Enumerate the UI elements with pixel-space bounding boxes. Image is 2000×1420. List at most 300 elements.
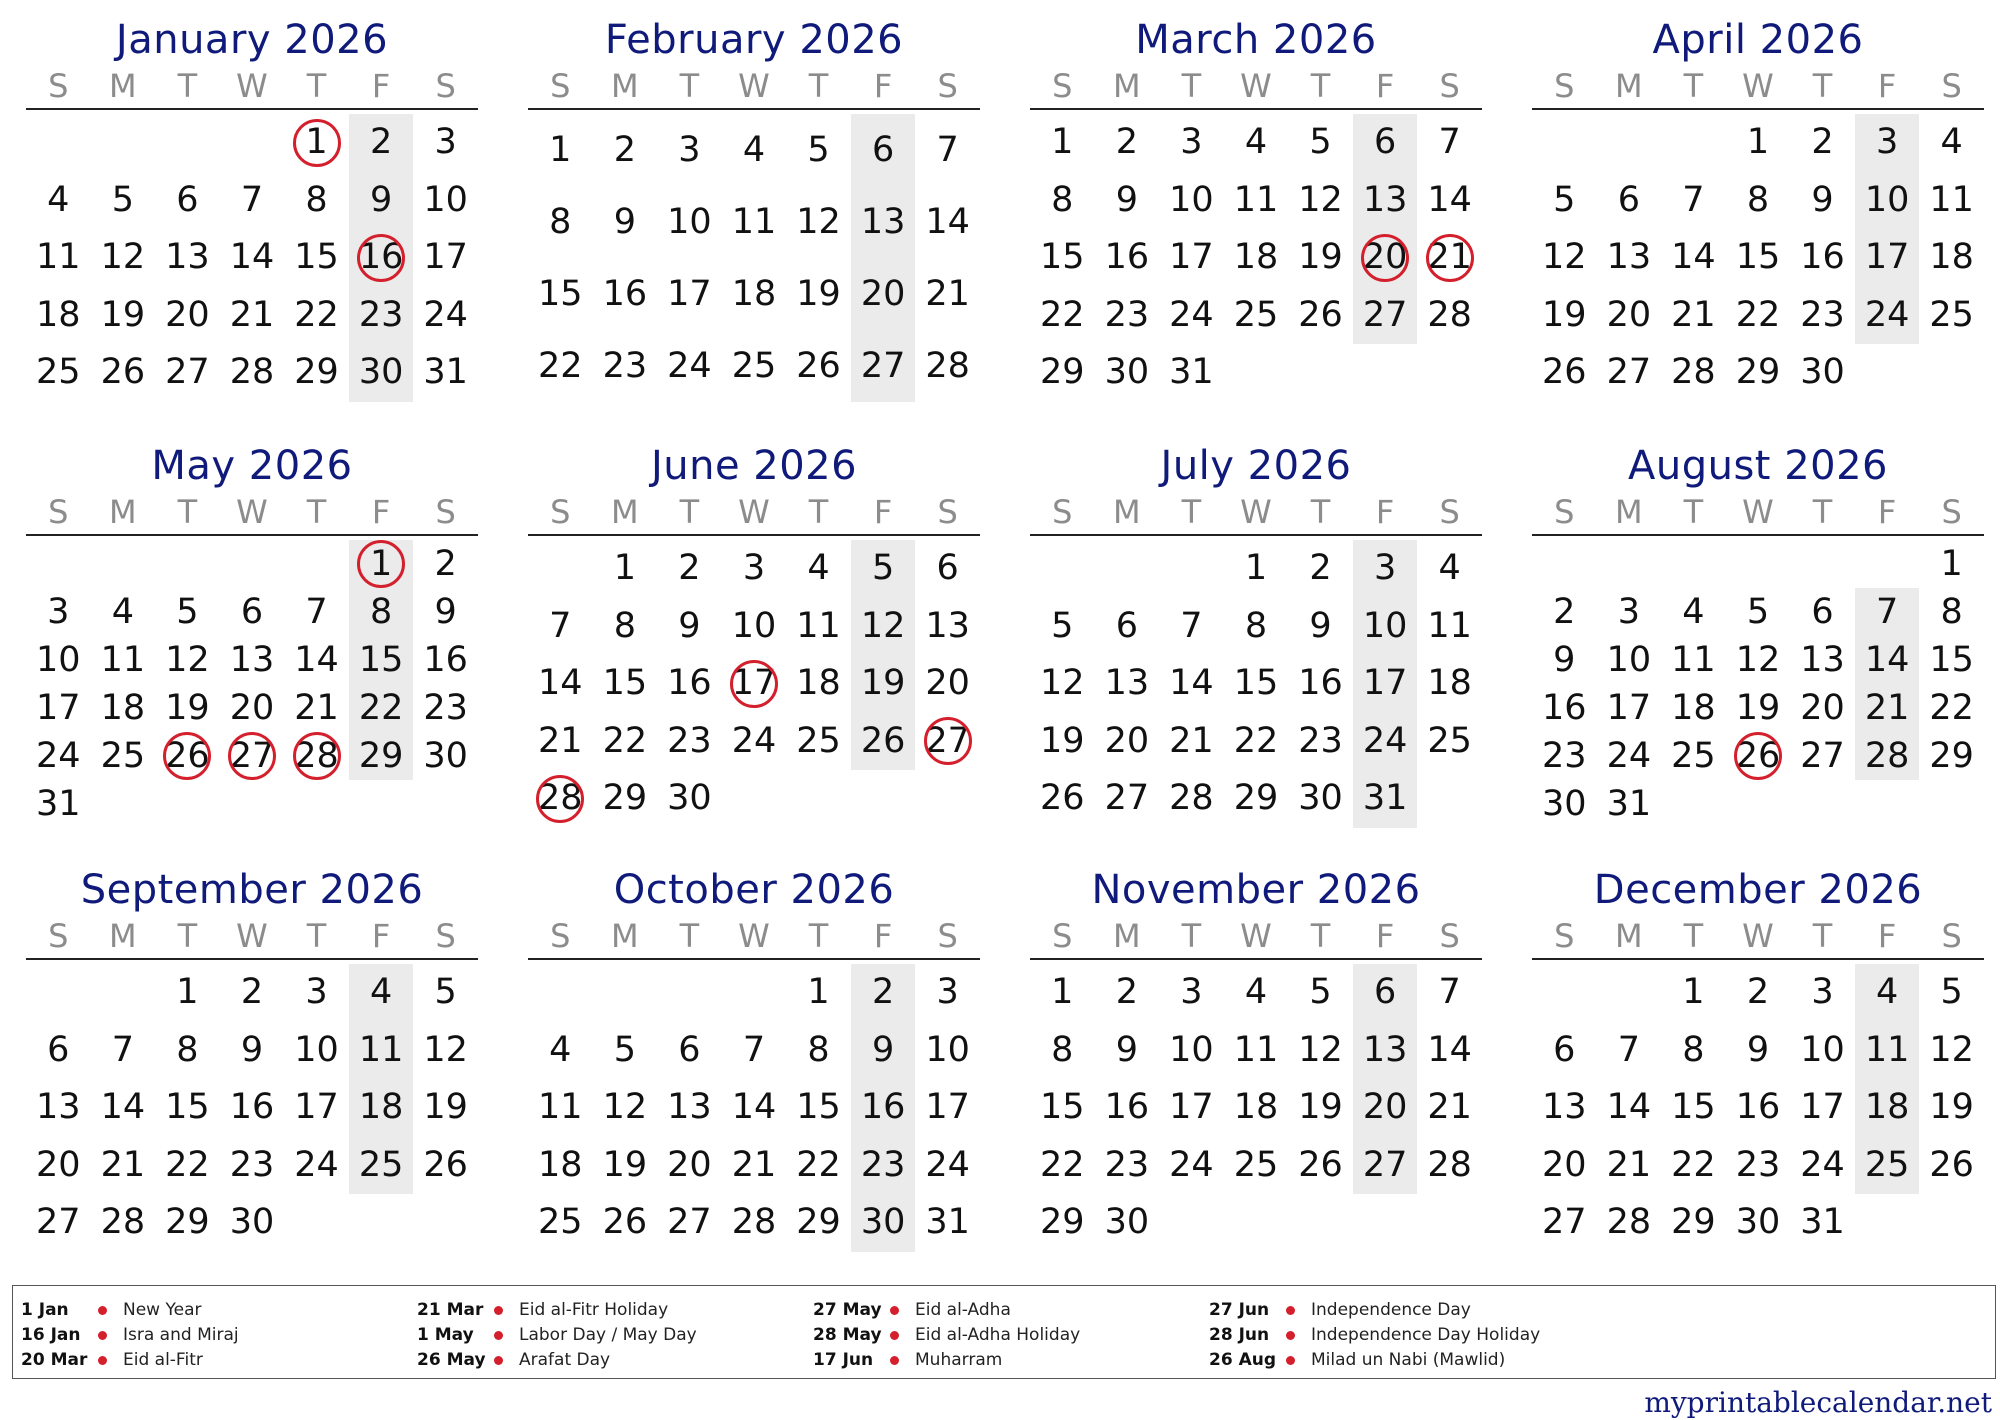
day-cell[interactable] xyxy=(284,964,349,1022)
day-cell[interactable] xyxy=(1288,770,1353,828)
day-cell[interactable] xyxy=(1030,1022,1095,1080)
day-cell[interactable] xyxy=(26,1022,91,1080)
day-cell[interactable] xyxy=(349,964,414,1022)
day-cell[interactable] xyxy=(528,598,593,656)
day-cell[interactable] xyxy=(528,186,593,258)
day-cell[interactable] xyxy=(349,636,414,684)
day-cell[interactable] xyxy=(1159,1137,1224,1195)
day-cell[interactable] xyxy=(1919,172,1984,230)
day-cell[interactable] xyxy=(915,186,980,258)
day-cell[interactable] xyxy=(26,287,91,345)
day-cell[interactable] xyxy=(284,588,349,636)
day-cell[interactable] xyxy=(528,1137,593,1195)
day-cell[interactable] xyxy=(1790,114,1855,172)
day-cell[interactable] xyxy=(657,186,722,258)
day-cell[interactable] xyxy=(413,1137,478,1195)
day-cell[interactable] xyxy=(786,114,851,186)
day-cell[interactable] xyxy=(1726,344,1791,402)
day-cell[interactable] xyxy=(1353,655,1418,713)
day-cell[interactable] xyxy=(1855,964,1920,1022)
day-cell[interactable] xyxy=(26,1079,91,1137)
day-cell[interactable] xyxy=(1159,114,1224,172)
day-cell[interactable] xyxy=(349,1022,414,1080)
day-cell[interactable] xyxy=(26,588,91,636)
day-cell[interactable] xyxy=(284,684,349,732)
day-cell[interactable] xyxy=(1030,655,1095,713)
day-cell[interactable] xyxy=(657,1137,722,1195)
day-cell[interactable] xyxy=(1353,598,1418,656)
day-cell[interactable] xyxy=(1159,655,1224,713)
day-cell[interactable] xyxy=(1597,780,1662,828)
day-cell[interactable] xyxy=(1597,287,1662,345)
day-cell[interactable] xyxy=(786,964,851,1022)
day-cell[interactable] xyxy=(349,540,414,588)
day-cell[interactable] xyxy=(91,1194,156,1252)
day-cell[interactable] xyxy=(1726,287,1791,345)
day-cell[interactable] xyxy=(1790,964,1855,1022)
day-cell[interactable] xyxy=(1855,1022,1920,1080)
day-cell[interactable] xyxy=(1726,684,1791,732)
day-cell[interactable] xyxy=(1288,655,1353,713)
day-cell[interactable] xyxy=(657,258,722,330)
day-cell[interactable] xyxy=(1095,598,1160,656)
day-cell[interactable] xyxy=(1790,636,1855,684)
day-cell[interactable] xyxy=(91,229,156,287)
day-cell[interactable] xyxy=(915,540,980,598)
day-cell[interactable] xyxy=(1224,1137,1289,1195)
day-cell[interactable] xyxy=(1532,732,1597,780)
day-cell[interactable] xyxy=(786,598,851,656)
day-cell[interactable] xyxy=(413,588,478,636)
day-cell[interactable] xyxy=(155,172,220,230)
day-cell[interactable] xyxy=(1790,588,1855,636)
day-cell[interactable] xyxy=(413,1022,478,1080)
day-cell[interactable] xyxy=(284,636,349,684)
day-cell[interactable] xyxy=(1855,229,1920,287)
day-cell[interactable] xyxy=(284,229,349,287)
day-cell[interactable] xyxy=(220,684,285,732)
day-cell[interactable] xyxy=(91,588,156,636)
day-cell[interactable] xyxy=(1597,732,1662,780)
day-cell[interactable] xyxy=(26,732,91,780)
day-cell[interactable] xyxy=(1919,684,1984,732)
day-cell[interactable] xyxy=(1288,598,1353,656)
day-cell[interactable] xyxy=(657,655,722,713)
day-cell[interactable] xyxy=(1288,964,1353,1022)
day-cell[interactable] xyxy=(1597,1194,1662,1252)
day-cell[interactable] xyxy=(1224,172,1289,230)
day-cell[interactable] xyxy=(528,114,593,186)
day-cell[interactable] xyxy=(1661,229,1726,287)
day-cell[interactable] xyxy=(722,598,787,656)
day-cell[interactable] xyxy=(1661,588,1726,636)
day-cell[interactable] xyxy=(1288,114,1353,172)
day-cell[interactable] xyxy=(26,684,91,732)
day-cell[interactable] xyxy=(1353,713,1418,771)
day-cell[interactable] xyxy=(722,540,787,598)
day-cell[interactable] xyxy=(851,114,916,186)
day-cell[interactable] xyxy=(1855,287,1920,345)
day-cell[interactable] xyxy=(284,1137,349,1195)
day-cell[interactable] xyxy=(413,1079,478,1137)
day-cell[interactable] xyxy=(220,588,285,636)
day-cell[interactable] xyxy=(1224,229,1289,287)
day-cell[interactable] xyxy=(1095,1194,1160,1252)
day-cell[interactable] xyxy=(1726,172,1791,230)
day-cell[interactable] xyxy=(1288,1022,1353,1080)
day-cell[interactable] xyxy=(220,1079,285,1137)
day-cell[interactable] xyxy=(1532,684,1597,732)
day-cell[interactable] xyxy=(1417,1137,1482,1195)
day-cell[interactable] xyxy=(915,655,980,713)
day-cell[interactable] xyxy=(1353,964,1418,1022)
day-cell[interactable] xyxy=(1790,1194,1855,1252)
day-cell[interactable] xyxy=(1919,732,1984,780)
day-cell[interactable] xyxy=(851,598,916,656)
day-cell[interactable] xyxy=(915,1079,980,1137)
day-cell[interactable] xyxy=(1159,1022,1224,1080)
day-cell[interactable] xyxy=(1726,1194,1791,1252)
day-cell[interactable] xyxy=(1790,1022,1855,1080)
day-cell[interactable] xyxy=(915,1194,980,1252)
day-cell[interactable] xyxy=(91,1079,156,1137)
day-cell[interactable] xyxy=(155,1194,220,1252)
day-cell[interactable] xyxy=(1597,229,1662,287)
day-cell[interactable] xyxy=(91,287,156,345)
day-cell[interactable] xyxy=(1353,114,1418,172)
day-cell[interactable] xyxy=(528,1194,593,1252)
day-cell[interactable] xyxy=(1661,964,1726,1022)
day-cell[interactable] xyxy=(1855,1137,1920,1195)
day-cell[interactable] xyxy=(26,1194,91,1252)
day-cell[interactable] xyxy=(413,229,478,287)
day-cell[interactable] xyxy=(528,1022,593,1080)
day-cell[interactable] xyxy=(1224,770,1289,828)
day-cell[interactable] xyxy=(786,186,851,258)
day-cell[interactable] xyxy=(1030,172,1095,230)
day-cell[interactable] xyxy=(851,1137,916,1195)
day-cell[interactable] xyxy=(1661,636,1726,684)
day-cell[interactable] xyxy=(1353,770,1418,828)
day-cell[interactable] xyxy=(1030,1194,1095,1252)
day-cell[interactable] xyxy=(1532,1079,1597,1137)
day-cell[interactable] xyxy=(1159,713,1224,771)
day-cell[interactable] xyxy=(1095,713,1160,771)
day-cell[interactable] xyxy=(786,655,851,713)
day-cell[interactable] xyxy=(1159,964,1224,1022)
day-cell[interactable] xyxy=(1030,229,1095,287)
day-cell[interactable] xyxy=(1417,1022,1482,1080)
day-cell[interactable] xyxy=(851,1022,916,1080)
day-cell[interactable] xyxy=(722,1079,787,1137)
day-cell[interactable] xyxy=(1030,598,1095,656)
day-cell[interactable] xyxy=(1919,1079,1984,1137)
day-cell[interactable] xyxy=(851,964,916,1022)
day-cell[interactable] xyxy=(1159,344,1224,402)
day-cell[interactable] xyxy=(1224,287,1289,345)
day-cell[interactable] xyxy=(1353,1137,1418,1195)
day-cell[interactable] xyxy=(593,1194,658,1252)
day-cell[interactable] xyxy=(1919,114,1984,172)
day-cell[interactable] xyxy=(349,229,414,287)
day-cell[interactable] xyxy=(1532,1022,1597,1080)
day-cell[interactable] xyxy=(1288,1079,1353,1137)
day-cell[interactable] xyxy=(349,1079,414,1137)
day-cell[interactable] xyxy=(1661,732,1726,780)
day-cell[interactable] xyxy=(722,330,787,402)
day-cell[interactable] xyxy=(1661,684,1726,732)
day-cell[interactable] xyxy=(1095,172,1160,230)
day-cell[interactable] xyxy=(528,713,593,771)
day-cell[interactable] xyxy=(1726,1137,1791,1195)
day-cell[interactable] xyxy=(1532,780,1597,828)
day-cell[interactable] xyxy=(1417,229,1482,287)
day-cell[interactable] xyxy=(1661,287,1726,345)
day-cell[interactable] xyxy=(593,330,658,402)
day-cell[interactable] xyxy=(915,1137,980,1195)
day-cell[interactable] xyxy=(1095,287,1160,345)
day-cell[interactable] xyxy=(220,344,285,402)
day-cell[interactable] xyxy=(1288,540,1353,598)
day-cell[interactable] xyxy=(657,330,722,402)
day-cell[interactable] xyxy=(284,1022,349,1080)
day-cell[interactable] xyxy=(1790,287,1855,345)
day-cell[interactable] xyxy=(1919,1022,1984,1080)
day-cell[interactable] xyxy=(657,770,722,828)
day-cell[interactable] xyxy=(1726,114,1791,172)
day-cell[interactable] xyxy=(284,732,349,780)
day-cell[interactable] xyxy=(1417,540,1482,598)
day-cell[interactable] xyxy=(1919,229,1984,287)
day-cell[interactable] xyxy=(1095,344,1160,402)
day-cell[interactable] xyxy=(593,770,658,828)
day-cell[interactable] xyxy=(1159,1079,1224,1137)
day-cell[interactable] xyxy=(1224,1079,1289,1137)
day-cell[interactable] xyxy=(851,713,916,771)
day-cell[interactable] xyxy=(1919,540,1984,588)
day-cell[interactable] xyxy=(349,172,414,230)
day-cell[interactable] xyxy=(284,1079,349,1137)
day-cell[interactable] xyxy=(1790,344,1855,402)
day-cell[interactable] xyxy=(1532,636,1597,684)
day-cell[interactable] xyxy=(786,258,851,330)
day-cell[interactable] xyxy=(1095,655,1160,713)
day-cell[interactable] xyxy=(220,732,285,780)
day-cell[interactable] xyxy=(1855,732,1920,780)
day-cell[interactable] xyxy=(413,172,478,230)
day-cell[interactable] xyxy=(1855,588,1920,636)
day-cell[interactable] xyxy=(349,588,414,636)
day-cell[interactable] xyxy=(284,172,349,230)
day-cell[interactable] xyxy=(155,229,220,287)
day-cell[interactable] xyxy=(413,684,478,732)
day-cell[interactable] xyxy=(91,684,156,732)
day-cell[interactable] xyxy=(593,258,658,330)
day-cell[interactable] xyxy=(1224,655,1289,713)
day-cell[interactable] xyxy=(1030,114,1095,172)
day-cell[interactable] xyxy=(220,636,285,684)
day-cell[interactable] xyxy=(1661,1022,1726,1080)
day-cell[interactable] xyxy=(349,344,414,402)
day-cell[interactable] xyxy=(1030,964,1095,1022)
day-cell[interactable] xyxy=(722,713,787,771)
day-cell[interactable] xyxy=(786,1194,851,1252)
day-cell[interactable] xyxy=(1790,172,1855,230)
day-cell[interactable] xyxy=(26,344,91,402)
day-cell[interactable] xyxy=(1159,287,1224,345)
day-cell[interactable] xyxy=(1353,540,1418,598)
day-cell[interactable] xyxy=(349,732,414,780)
day-cell[interactable] xyxy=(1919,287,1984,345)
day-cell[interactable] xyxy=(1726,1079,1791,1137)
day-cell[interactable] xyxy=(413,964,478,1022)
day-cell[interactable] xyxy=(284,287,349,345)
day-cell[interactable] xyxy=(220,964,285,1022)
day-cell[interactable] xyxy=(1597,344,1662,402)
day-cell[interactable] xyxy=(786,1079,851,1137)
day-cell[interactable] xyxy=(1790,1137,1855,1195)
day-cell[interactable] xyxy=(91,1137,156,1195)
day-cell[interactable] xyxy=(1919,588,1984,636)
day-cell[interactable] xyxy=(1532,344,1597,402)
day-cell[interactable] xyxy=(1095,1137,1160,1195)
day-cell[interactable] xyxy=(593,186,658,258)
day-cell[interactable] xyxy=(413,540,478,588)
day-cell[interactable] xyxy=(1417,713,1482,771)
day-cell[interactable] xyxy=(1532,287,1597,345)
day-cell[interactable] xyxy=(593,713,658,771)
day-cell[interactable] xyxy=(1224,713,1289,771)
day-cell[interactable] xyxy=(851,1079,916,1137)
day-cell[interactable] xyxy=(26,172,91,230)
day-cell[interactable] xyxy=(1288,229,1353,287)
day-cell[interactable] xyxy=(915,330,980,402)
day-cell[interactable] xyxy=(155,344,220,402)
day-cell[interactable] xyxy=(915,258,980,330)
day-cell[interactable] xyxy=(1661,344,1726,402)
day-cell[interactable] xyxy=(1532,229,1597,287)
day-cell[interactable] xyxy=(220,1194,285,1252)
day-cell[interactable] xyxy=(851,655,916,713)
day-cell[interactable] xyxy=(155,1137,220,1195)
day-cell[interactable] xyxy=(1353,1022,1418,1080)
day-cell[interactable] xyxy=(657,540,722,598)
day-cell[interactable] xyxy=(1532,588,1597,636)
day-cell[interactable] xyxy=(1224,540,1289,598)
day-cell[interactable] xyxy=(1597,1137,1662,1195)
day-cell[interactable] xyxy=(1159,770,1224,828)
day-cell[interactable] xyxy=(657,114,722,186)
day-cell[interactable] xyxy=(1855,172,1920,230)
day-cell[interactable] xyxy=(593,114,658,186)
day-cell[interactable] xyxy=(155,732,220,780)
day-cell[interactable] xyxy=(1030,344,1095,402)
day-cell[interactable] xyxy=(1095,770,1160,828)
day-cell[interactable] xyxy=(528,330,593,402)
day-cell[interactable] xyxy=(91,732,156,780)
day-cell[interactable] xyxy=(349,684,414,732)
day-cell[interactable] xyxy=(1661,1079,1726,1137)
day-cell[interactable] xyxy=(722,1137,787,1195)
day-cell[interactable] xyxy=(1417,287,1482,345)
day-cell[interactable] xyxy=(155,636,220,684)
day-cell[interactable] xyxy=(1224,114,1289,172)
day-cell[interactable] xyxy=(722,1022,787,1080)
day-cell[interactable] xyxy=(1726,229,1791,287)
day-cell[interactable] xyxy=(1597,1022,1662,1080)
day-cell[interactable] xyxy=(1597,684,1662,732)
day-cell[interactable] xyxy=(91,636,156,684)
day-cell[interactable] xyxy=(1532,172,1597,230)
day-cell[interactable] xyxy=(26,780,91,828)
day-cell[interactable] xyxy=(91,344,156,402)
day-cell[interactable] xyxy=(91,172,156,230)
day-cell[interactable] xyxy=(915,114,980,186)
day-cell[interactable] xyxy=(1919,636,1984,684)
day-cell[interactable] xyxy=(26,1137,91,1195)
site-url[interactable]: myprintablecalendar.net xyxy=(1644,1386,1992,1419)
day-cell[interactable] xyxy=(1661,172,1726,230)
day-cell[interactable] xyxy=(220,1022,285,1080)
day-cell[interactable] xyxy=(657,1022,722,1080)
day-cell[interactable] xyxy=(1095,114,1160,172)
day-cell[interactable] xyxy=(851,1194,916,1252)
day-cell[interactable] xyxy=(1095,1022,1160,1080)
day-cell[interactable] xyxy=(1597,636,1662,684)
day-cell[interactable] xyxy=(786,1022,851,1080)
day-cell[interactable] xyxy=(1597,588,1662,636)
day-cell[interactable] xyxy=(413,287,478,345)
day-cell[interactable] xyxy=(1855,114,1920,172)
day-cell[interactable] xyxy=(1030,713,1095,771)
day-cell[interactable] xyxy=(786,330,851,402)
day-cell[interactable] xyxy=(1726,636,1791,684)
day-cell[interactable] xyxy=(349,114,414,172)
day-cell[interactable] xyxy=(1726,964,1791,1022)
day-cell[interactable] xyxy=(1790,229,1855,287)
day-cell[interactable] xyxy=(722,655,787,713)
day-cell[interactable] xyxy=(1353,229,1418,287)
day-cell[interactable] xyxy=(1288,287,1353,345)
day-cell[interactable] xyxy=(1095,1079,1160,1137)
day-cell[interactable] xyxy=(1726,732,1791,780)
day-cell[interactable] xyxy=(1288,713,1353,771)
day-cell[interactable] xyxy=(593,1022,658,1080)
day-cell[interactable] xyxy=(1790,732,1855,780)
day-cell[interactable] xyxy=(220,172,285,230)
day-cell[interactable] xyxy=(26,229,91,287)
day-cell[interactable] xyxy=(1532,1137,1597,1195)
day-cell[interactable] xyxy=(349,287,414,345)
day-cell[interactable] xyxy=(786,1137,851,1195)
day-cell[interactable] xyxy=(1030,1079,1095,1137)
day-cell[interactable] xyxy=(91,1022,156,1080)
day-cell[interactable] xyxy=(1288,1137,1353,1195)
day-cell[interactable] xyxy=(1790,1079,1855,1137)
day-cell[interactable] xyxy=(1790,684,1855,732)
day-cell[interactable] xyxy=(528,1079,593,1137)
day-cell[interactable] xyxy=(1353,172,1418,230)
day-cell[interactable] xyxy=(722,258,787,330)
day-cell[interactable] xyxy=(657,598,722,656)
day-cell[interactable] xyxy=(851,540,916,598)
day-cell[interactable] xyxy=(155,684,220,732)
day-cell[interactable] xyxy=(1417,655,1482,713)
day-cell[interactable] xyxy=(786,540,851,598)
day-cell[interactable] xyxy=(284,114,349,172)
day-cell[interactable] xyxy=(1661,1194,1726,1252)
day-cell[interactable] xyxy=(657,1194,722,1252)
